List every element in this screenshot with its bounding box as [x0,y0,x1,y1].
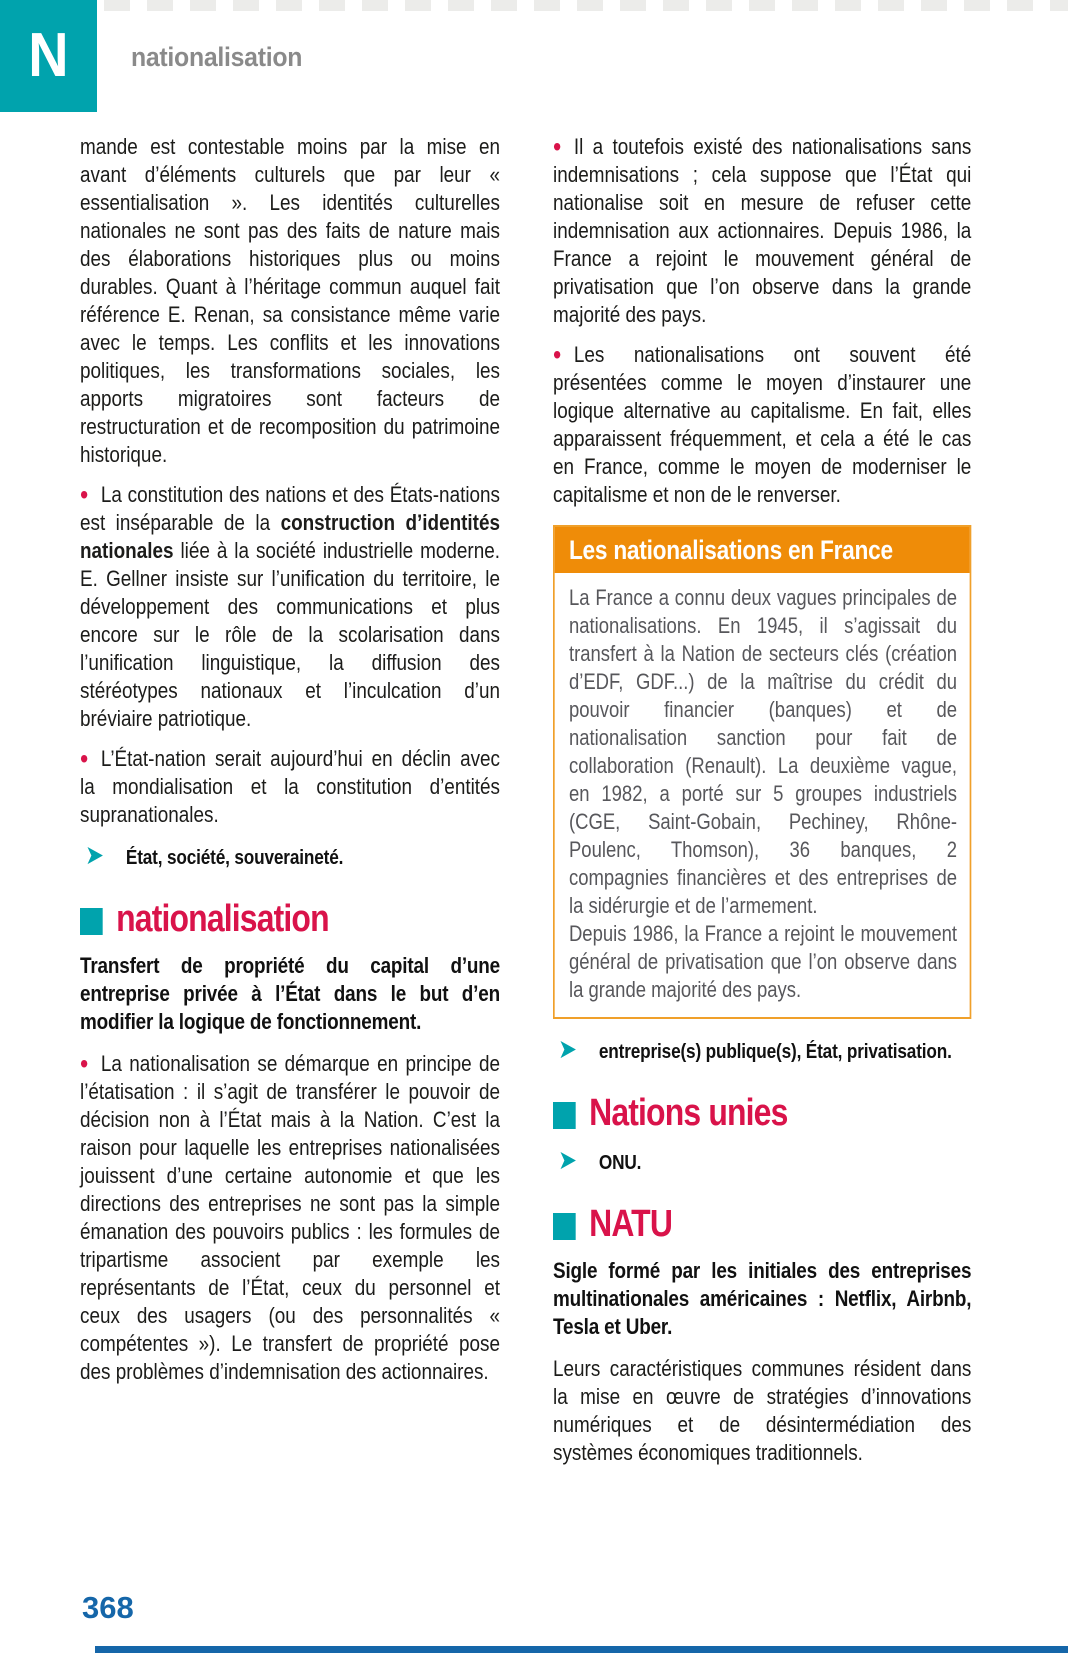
page-edge-marks [104,0,1068,11]
bullet-icon: • [553,338,562,370]
bullet-text: Il a toutefois existé des nationalisations sans indemnisations ; cela suppose que l’État qui nationalise soit en mesure de refuser cette indemnisation aux actionnaires. Depuis 1986, la France a rejoint le mouvement général de privatisation que l’on observe dans la grande majorité des pays. [553,134,972,327]
info-box-title: Les nationalisations en France [555,527,970,573]
left-column [80,133,500,1398]
intro-paragraph: mande est contestable moins par la mise en avant d’éléments culturels que par leur « essentialisation ». Les identités culturelles nationales ne sont pas des faits de nature mais des élaborations historiques plus ou moins durables. Quant à l’héritage commun auquel fait référence E. Renan, sa consistance même varie avec le temps. Les conflits et les innovations politiques, les transformations sociales, les apports migratoires sont facteurs de restructuration et de recomposition du patrimoine historique. [80,134,500,467]
arrow-icon: ➤ [558,1144,578,1175]
bullet-icon: • [553,130,562,162]
keywords-text: entreprise(s) publique(s), État, privatisation. [598,1040,952,1063]
keywords-text: État, société, souveraineté. [125,846,344,869]
running-head: nationalisation [131,42,303,72]
arrow-icon: ➤ [85,840,105,870]
section-title: nationalisation [116,898,329,940]
page-number: 368 [82,1590,134,1625]
info-box-body [555,573,970,1017]
bullet-text: L’État-nation serait aujourd’hui en déclin avec la mondialisation et la constitution d’entités supranationales. [80,746,501,827]
bullet-text: La constitution des nations et des États-nations est inséparable de la [80,482,501,535]
bullet-text: Les nationalisations ont souvent été présentées comme le moyen d’instaurer une logique alternative au capitalisme. En fait, elles apparaissent fréquemment, et cela a été le cas en France, comme le moyen de moderniser le capitalisme et non de le renverser. [553,342,972,507]
right-column [553,130,972,1479]
info-box-paragraph: Depuis 1986, la France a rejoint le mouvement général de privatisation que l’on observe dans la grande majorité des pays. [568,921,958,1002]
square-bullet-icon [80,908,103,935]
keywords-line [558,1034,971,1064]
bullet-text: La nationalisation se démarque en principe de l’étatisation : il s’agit de transférer le pouvoir de décision non à l’État mais à la Nation. C’est la raison pour laquelle les entreprises nationalisées jouissent d’une certaine autonomie et que les directions des entreprises ne sont pas la simple émanation des pouvoirs publics : les formules de tripartisme associent par exemple les représentants de l’État, ceux du personnel et ceux des usagers (ou des personnalités « compétentes »). Le transfert de propriété pose des problèmes d’indemnisation des actionnaires. [80,1050,501,1384]
keywords-line [558,1144,971,1175]
bullet-text: liée à la société industrielle moderne. E. Gellner insiste sur l’unification du territoire, le développement des communications et plus encore sur le rôle de la scolarisation dans l’unification linguistique, la diffusion des stéréotypes nationaux et l’inculcation d’un bréviaire patriotique. [80,538,500,731]
letter-tab-text: N [28,21,69,90]
bottom-edge-bar [95,1646,1068,1653]
square-bullet-icon [553,1213,576,1240]
keywords-text: ONU. [598,1150,642,1174]
bullet-icon: • [80,742,89,774]
bullet-paragraph [553,130,972,329]
info-box [553,525,971,1019]
keywords-line [85,840,500,870]
bullet-paragraph [80,742,501,829]
section-heading [553,1094,971,1134]
square-bullet-icon [553,1102,576,1129]
section-title: Nations unies [589,1092,788,1134]
definition-paragraph: Sigle formé par les initiales des entreprises multinationales américaines : Netflix, Airbnb, Tesla et Uber. [553,1257,972,1339]
bullet-icon: • [80,478,89,510]
info-box-paragraph: La France a connu deux vagues principales de nationalisations. En 1945, il s’agissait du transfert à la Nation de secteurs clés (création d’EDF, GDF...) de la maîtrise du crédit du pouvoir financier (banques) et de nationalisation sanction pour fait de collaboration (Renault). La deuxième vague, en 1982, a porté sur 5 groupes industriels (CGE, Saint-Gobain, Pechiney, Rhône-Poulenc, Thomson), 36 banques, 2 compagnies financières et des entreprises de la sidérurgie et de l’armement. [568,585,958,918]
bullet-paragraph [80,478,501,733]
arrow-icon: ➤ [558,1034,578,1064]
body-paragraph: Leurs caractéristiques communes résident dans la mise en œuvre de stratégies d’innovations numériques et de désintermédiation des systèmes économiques traditionnels. [553,1355,972,1465]
bullet-paragraph [80,1047,501,1386]
section-heading [80,900,500,940]
bullet-text-bold: construction d’identités nationales [80,510,500,563]
section-heading [553,1202,971,1245]
bullet-paragraph [553,338,972,509]
definition-paragraph: Transfert de propriété du capital d’une entreprise privée à l’État dans le but d’en modifier la logique de fonctionnement. [80,952,500,1034]
section-title: NATU [589,1202,673,1245]
bullet-icon: • [80,1047,89,1079]
letter-tab [0,0,97,112]
